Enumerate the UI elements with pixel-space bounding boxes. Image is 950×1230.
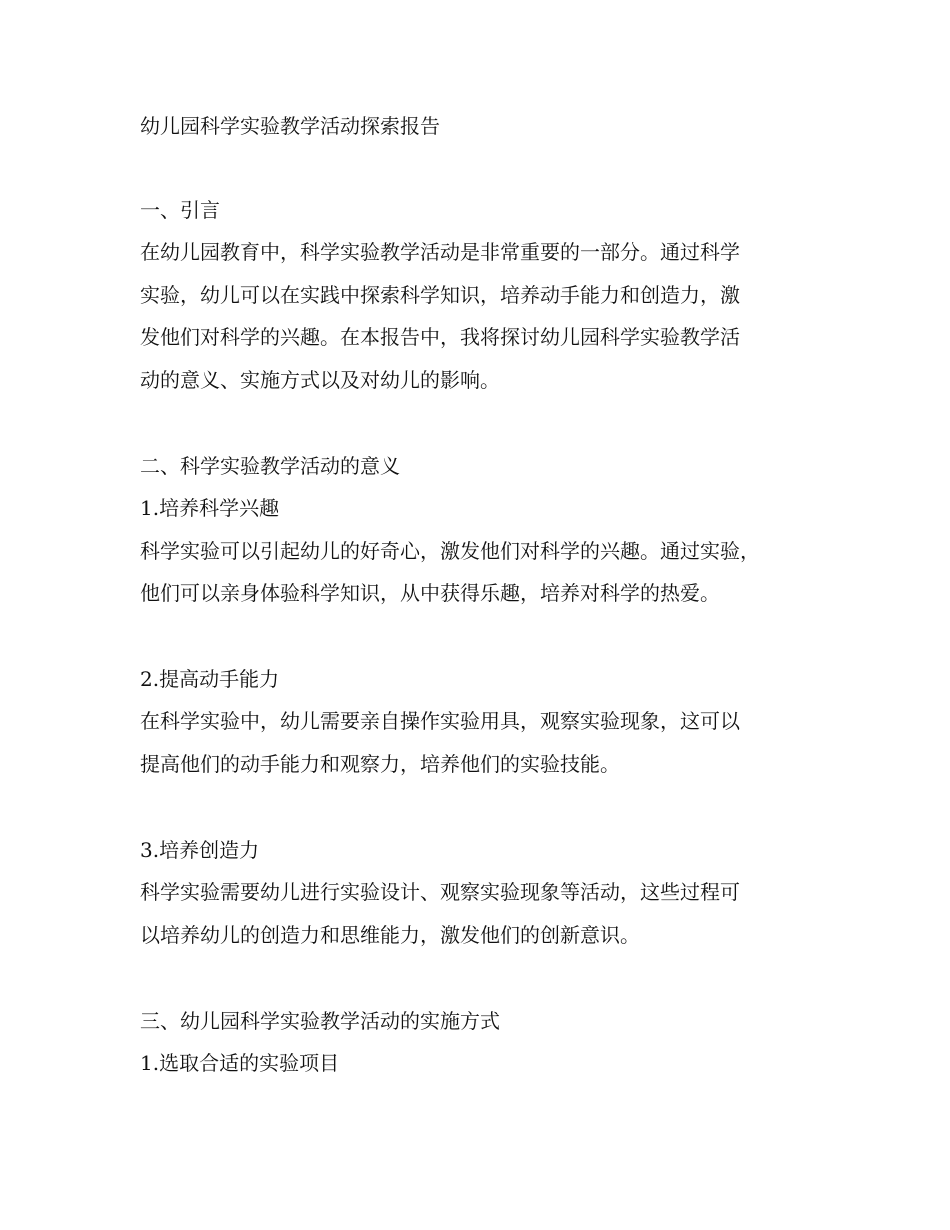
item-title-interest: 1.培养科学兴趣: [140, 496, 280, 520]
document-title: 幼儿园科学实验教学活动探索报告: [140, 114, 440, 138]
paragraph-line: 在科学实验中，幼儿需要亲自操作实验用具，观察实验现象，这可以: [140, 709, 740, 733]
paragraph-line: 动的意义、实施方式以及对幼儿的影响。: [140, 368, 500, 392]
paragraph-line: 他们可以亲身体验科学知识，从中获得乐趣，培养对科学的热爱。: [140, 581, 720, 605]
item-title-hands-on: 2.提高动手能力: [140, 667, 280, 691]
item-title-project-selection: 1.选取合适的实验项目: [140, 1051, 340, 1075]
paragraph-line: 实验，幼儿可以在实践中探索科学知识，培养动手能力和创造力，激: [140, 283, 740, 307]
section-heading-implementation: 三、幼儿园科学实验教学活动的实施方式: [140, 1009, 500, 1033]
section-heading-significance: 二、科学实验教学活动的意义: [140, 454, 400, 478]
paragraph-line: 科学实验需要幼儿进行实验设计、观察实验现象等活动，这些过程可: [140, 880, 740, 904]
paragraph-line: 在幼儿园教育中，科学实验教学活动是非常重要的一部分。通过科学: [140, 240, 740, 264]
section-heading-introduction: 一、引言: [140, 198, 220, 222]
paragraph-line: 提高他们的动手能力和观察力，培养他们的实验技能。: [140, 752, 620, 776]
item-title-creativity: 3.培养创造力: [140, 838, 260, 862]
paragraph-line: 科学实验可以引起幼儿的好奇心，激发他们对科学的兴趣。通过实验，: [140, 539, 760, 563]
paragraph-line: 发他们对科学的兴趣。在本报告中，我将探讨幼儿园科学实验教学活: [140, 325, 740, 349]
paragraph-line: 以培养幼儿的创造力和思维能力，激发他们的创新意识。: [140, 923, 640, 947]
